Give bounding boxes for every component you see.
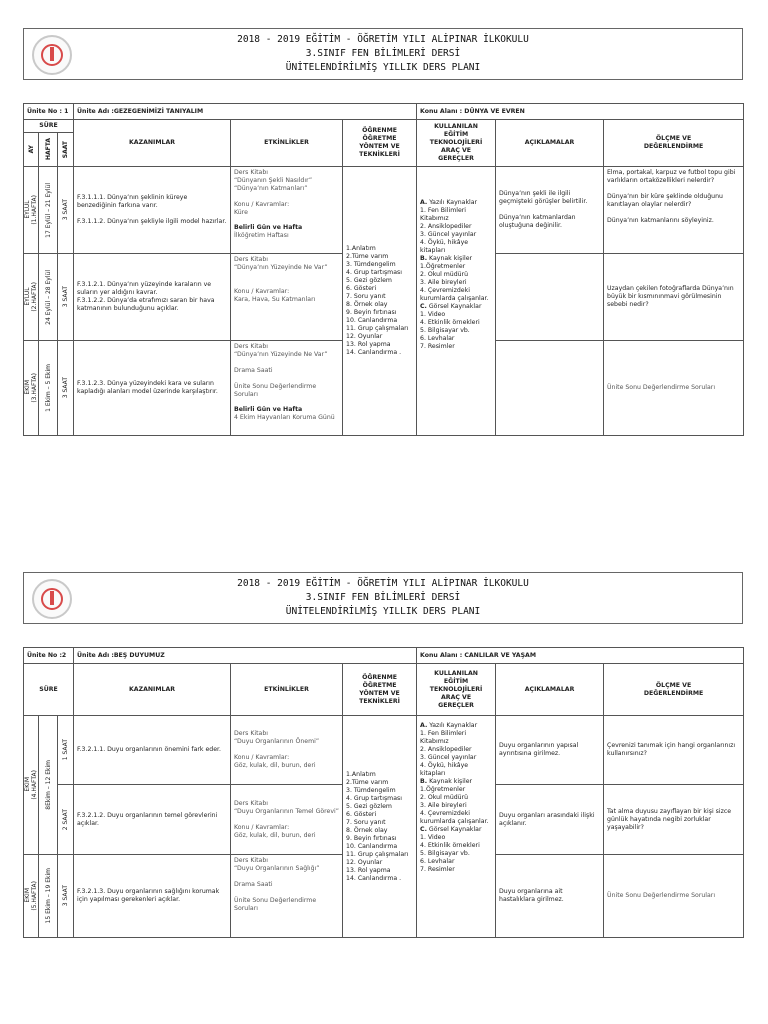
tools-list: A. Yazılı Kaynaklar 1. Fen Bilimleri Kitabımız 2. Ansiklopediler 3. Güncel yayınlar 4. Öykü, hikâye kitapları B. Kaynak kişiler 1.Öğretmenler 2. Okul müdürü 3. Aile bireyleri 4. Çevremizdeki kurumlarda çalışanlar. C. Görsel Kaynaklar 1. Video 4. Etkinlik örnekleri 5. Bilgisayar vb. 6. Levhalar 7. Resimler: [420, 199, 489, 350]
table-row: [24, 167, 744, 254]
row-olcme: Tat alma duyusu zayıflayan bir kişi sizce günlük hayatında negibi zorluklar yaşayabilir?: [604, 785, 744, 855]
row-etkinlik: Ders Kitabı “Dünya’nın Yüzeyinde Ne Var” Konu / Kavramlar: Kara, Hava, Su Katmanları: [231, 254, 343, 341]
tools-list: A. Yazılı Kaynaklar 1. Fen Bilimleri Kitabımız 2. Ansiklopediler 3. Güncel yayınlar 4. Öykü, hikâye kitapları B. Kaynak kişiler 1.Öğretmenler 2. Okul müdürü 3. Aile bireyleri 4. Çevremizdeki kurumlarda çalışanlar. C. Görsel Kaynaklar 1. Video 4. Etkinlik örnekleri 5. Bilgisayar vb. 6. Levhalar 7. Resimler: [420, 722, 489, 873]
col-kazanimlar: KAZANIMLAR: [74, 664, 231, 716]
row-etkinlik-title: Belirli Gün ve Hafta: [234, 224, 303, 231]
unit-name: Ünite Adı :BEŞ DUYUMUZ: [74, 648, 417, 664]
row-kazanim: F.3.1.1.1. Dünya’nın şeklinin küreye benzediğinin farkına varır. F.3.1.1.2. Dünya’nın şekliyle ilgili model hazırlar.: [74, 167, 231, 254]
col-olcme: ÖLÇME VE DEĞERLENDİRME: [604, 120, 744, 167]
row-hours: 3 SAAT: [62, 377, 69, 399]
col-ogrenme: ÖĞRENME ÖĞRETME YÖNTEM VE TEKNİKLERİ: [343, 120, 417, 167]
row-week: 17 Eylül – 21 Eylül: [44, 182, 52, 238]
row-kazanim: F.3.1.2.1. Dünya’nın yüzeyinde karaların ve suların yer aldığını kavrar. F.3.1.2.2. Dünya’da etrafımızı saran bir hava katmanının bulunduğunu açıklar.: [74, 254, 231, 341]
unit-number: Ünite No : 1: [24, 104, 74, 120]
row-week: 1 Ekim – 5 Ekim: [44, 364, 52, 412]
col-kazanimlar: KAZANIMLAR: [74, 120, 231, 167]
plan-page-2: [23, 572, 743, 938]
row-week: 8Ekim – 12 Ekim: [44, 760, 52, 810]
row-hours: 3 SAAT: [62, 885, 69, 907]
plan-table-2: [23, 647, 744, 938]
header-line-2: 3.SINIF FEN BİLİMLERİ DERSİ: [305, 48, 461, 59]
row-week: 24 Eylül – 28 Eylül: [44, 269, 52, 325]
row-olcme: Elma, portakal, karpuz ve futbol topu gibi varlıkların ortaközellikleri nelerdir? Dünya’nın bir küre şeklinde olduğunu kanıtlayan olaylar nelerdir? Dünya’nın katmanlarını söyleyiniz.: [604, 167, 744, 254]
row-month: EYLÜL (1.HAFTA): [24, 195, 38, 225]
methods-list: 1.Anlatım 2.Tüme varım 3. Tümdengelim 4. Grup tartışması 5. Gezi gözlem 6. Gösteri 7. Soru yanıt 8. Örnek olay 9. Beyin fırtınası 10. Canlandırma 11. Grup çalışmaları 12. Oyunlar 13. Rol yapma 14. Canlandırma .: [343, 716, 417, 938]
col-saat: SAAT: [62, 140, 69, 159]
row-hours: 1 SAAT: [62, 739, 69, 761]
row-aciklama: Duyu organlarının yapısal ayrıntısına girilmez.: [496, 716, 604, 785]
row-aciklama: [496, 341, 604, 436]
row-olcme: Ünite Sonu Değerlendirme Soruları: [604, 341, 744, 436]
methods-list: 1.Anlatım 2.Tüme varım 3. Tümdengelim 4. Grup tartışması 5. Gezi gözlem 6. Gösteri 7. Soru yanıt 8. Örnek olay 9. Beyin fırtınası 10. Canlandırma 11. Grup çalışmaları 12. Oyunlar 13. Rol yapma 14. Canlandırma .: [343, 167, 417, 436]
unit-number: Ünite No :2: [24, 648, 74, 664]
row-month: EYLÜL (2.HAFTA): [24, 282, 38, 312]
row-etkinlik-title: Belirli Gün ve Hafta: [234, 406, 303, 413]
row-etkinlik-sub: 4 Ekim Hayvanları Koruma Günü: [234, 414, 335, 421]
row-etkinlik: Ders Kitabı “Duyu Organlarının Temel Görevi” Konu / Kavramlar: Göz, kulak, dil, burun, deri: [231, 785, 343, 855]
col-ogrenme: ÖĞRENME ÖĞRETME YÖNTEM VE TEKNİKLERİ: [343, 664, 417, 716]
row-kazanim: F.3.1.2.3. Dünya yüzeyindeki kara ve suların kapladığı alanları model üzerinde karşılaştırır.: [74, 341, 231, 436]
row-month: EKİM (3.HAFTA): [24, 373, 38, 403]
row-etkinlik: Ders Kitabı “Dünyanın Şekli Nasıldır” “Dünya’nın Katmanları” Konu / Kavramlar: Küre: [234, 169, 313, 216]
col-ay: AY: [27, 145, 35, 154]
col-sure: SÜRE: [24, 664, 74, 716]
plan-table-1: [23, 103, 744, 436]
row-aciklama: Dünya’nın şekli ile ilgili geçmişteki görüşler belirtilir. Dünya’nın katmanlardan oluştuğuna değinilir.: [496, 167, 604, 254]
table-row: [24, 716, 744, 785]
row-etkinlik: Ders Kitabı “Duyu Organlarının Önemi” Konu / Kavramlar: Göz, kulak, dil, burun, deri: [231, 716, 343, 785]
subject-area: Konu Alanı : DÜNYA VE EVREN: [417, 104, 744, 120]
row-hours: 3 SAAT: [62, 199, 69, 221]
row-aciklama: [496, 254, 604, 341]
plan-page-1: [23, 28, 743, 436]
row-month: EKİM (5.HAFTA): [24, 881, 38, 911]
unit-name: Ünite Adı :GEZEGENİMİZİ TANIYALIM: [74, 104, 417, 120]
row-kazanim: F.3.2.1.3. Duyu organlarının sağlığını korumak için yapılması gerekenleri açıklar.: [74, 855, 231, 938]
col-sure: SÜRE: [24, 120, 74, 133]
header-line-3: ÜNİTELENDİRİLMİŞ YILLIK DERS PLANI: [285, 606, 481, 617]
document-header: [23, 28, 743, 80]
header-line-3: ÜNİTELENDİRİLMİŞ YILLIK DERS PLANI: [285, 62, 481, 73]
col-hafta: HAFTA: [44, 138, 52, 161]
row-hours: 2 SAAT: [62, 808, 69, 831]
header-line-1: 2018 - 2019 EĞİTİM - ÖĞRETİM YILI ALİPINAR İLKOKULU: [237, 578, 529, 589]
row-olcme: Çevrenizi tanımak için hangi organlarınızı kullanırsınız?: [604, 716, 744, 785]
row-etkinlik: Ders Kitabı “Dünya’nın Yüzeyinde Ne Var” Drama Saati Ünite Sonu Değerlendirme Soruları: [234, 343, 328, 398]
col-etkinlikler: ETKİNLİKLER: [231, 120, 343, 167]
col-kullanilan: KULLANILAN EĞİTİM TEKNOLOJİLERİ ARAÇ VE GEREÇLER: [417, 120, 496, 167]
row-aciklama: Duyu organlarına ait hastalıklara girilmez.: [496, 855, 604, 938]
row-etkinlik: Ders Kitabı “Duyu Organlarının Sağlığı” Drama Saati Ünite Sonu Değerlendirme Soruları: [231, 855, 343, 938]
row-week: 15 Ekim – 19 Ekim: [44, 868, 52, 924]
row-hours: 3 SAAT: [62, 286, 69, 308]
col-aciklamalar: AÇIKLAMALAR: [496, 120, 604, 167]
row-kazanim: F.3.2.1.2. Duyu organlarının temel görevlerini açıklar.: [74, 785, 231, 855]
col-olcme: ÖLÇME VE DEĞERLENDİRME: [604, 664, 744, 716]
header-line-1: 2018 - 2019 EĞİTİM - ÖĞRETİM YILI ALİPINAR İLKOKULU: [237, 34, 529, 45]
subject-area: Konu Alanı : CANLILAR VE YAŞAM: [417, 648, 744, 664]
col-etkinlikler: ETKİNLİKLER: [231, 664, 343, 716]
row-kazanim: F.3.2.1.1. Duyu organlarının önemini fark eder.: [74, 716, 231, 785]
col-kullanilan: KULLANILAN EĞİTİM TEKNOLOJİLERİ ARAÇ VE GEREÇLER: [417, 664, 496, 716]
header-line-2: 3.SINIF FEN BİLİMLERİ DERSİ: [305, 592, 461, 603]
document-header: [23, 572, 743, 624]
col-aciklamalar: AÇIKLAMALAR: [496, 664, 604, 716]
row-etkinlik-sub: İlköğretim Haftası: [234, 232, 289, 239]
row-olcme: Ünite Sonu Değerlendirme Soruları: [604, 855, 744, 938]
row-aciklama: Duyu organları arasındaki ilişki açıklanır.: [496, 785, 604, 855]
row-olcme: Uzaydan çekilen fotoğraflarda Dünya’nın büyük bir kısmınınmavi görülmesinin sebebi nedir?: [604, 254, 744, 341]
row-month: EKİM (4.HAFTA): [24, 770, 38, 800]
